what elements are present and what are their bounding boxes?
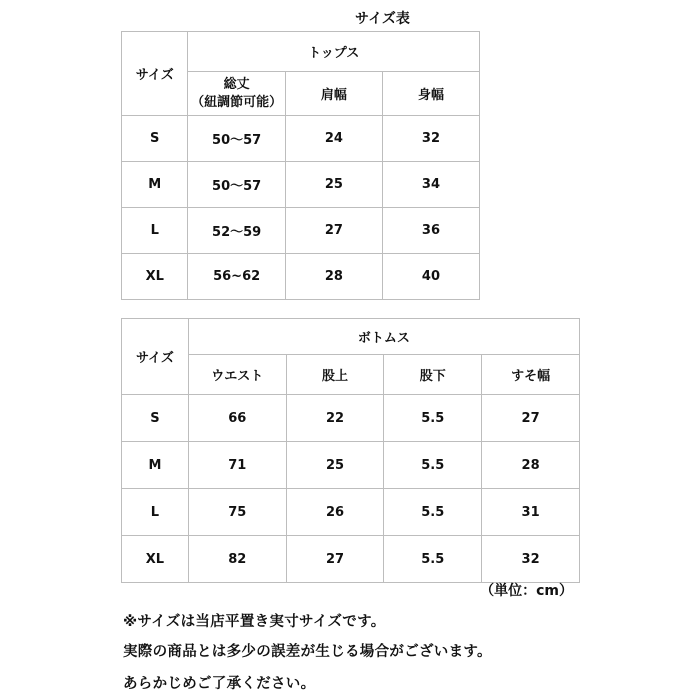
- size-label: XL: [122, 536, 189, 583]
- col-header-rise: 股上: [286, 355, 384, 395]
- cell: 25: [285, 162, 382, 208]
- size-label: M: [122, 162, 188, 208]
- cell: 32: [482, 536, 580, 583]
- cell: 52〜59: [188, 208, 285, 254]
- cell: 50〜57: [188, 116, 285, 162]
- col-header-waist: ウエスト: [188, 355, 286, 395]
- note-line: ※サイズは当店平置き実寸サイズです。: [123, 614, 386, 630]
- col-header-body-width: 身幅: [382, 72, 479, 116]
- cell: 5.5: [384, 536, 482, 583]
- bottoms-size-table: [121, 318, 580, 583]
- table-row: [122, 442, 580, 489]
- table-row: [122, 254, 480, 300]
- table-row: [122, 208, 480, 254]
- note-line: あらかじめご了承ください。: [123, 676, 316, 692]
- cell: 82: [188, 536, 286, 583]
- cell: 5.5: [384, 489, 482, 536]
- tops-group-header: トップス: [188, 32, 480, 72]
- cell: 75: [188, 489, 286, 536]
- cell: 26: [286, 489, 384, 536]
- tops-size-table: [121, 31, 480, 300]
- cell: 36: [382, 208, 479, 254]
- page-title: サイズ表: [355, 11, 410, 27]
- size-label: L: [122, 208, 188, 254]
- size-label: M: [122, 442, 189, 489]
- cell: 34: [382, 162, 479, 208]
- table-row: [122, 536, 580, 583]
- cell: 28: [482, 442, 580, 489]
- cell: 56~62: [188, 254, 285, 300]
- table-row: [122, 489, 580, 536]
- cell: 40: [382, 254, 479, 300]
- cell: 27: [286, 536, 384, 583]
- cell: 50〜57: [188, 162, 285, 208]
- col-header-shoulder: 肩幅: [285, 72, 382, 116]
- size-label: L: [122, 489, 189, 536]
- size-label: XL: [122, 254, 188, 300]
- bottoms-group-header: ボトムス: [188, 319, 579, 355]
- note-line: 実際の商品とは多少の誤差が生じる場合がございます。: [123, 644, 492, 660]
- cell: 27: [482, 395, 580, 442]
- cell: 24: [285, 116, 382, 162]
- cell: 5.5: [384, 442, 482, 489]
- size-label: S: [122, 116, 188, 162]
- cell: 27: [285, 208, 382, 254]
- cell: 25: [286, 442, 384, 489]
- unit-label: （単位：cm）: [480, 583, 573, 599]
- cell: 22: [286, 395, 384, 442]
- table-row: [122, 116, 480, 162]
- cell: 28: [285, 254, 382, 300]
- col-header-hem-width: すそ幅: [482, 355, 580, 395]
- cell: 71: [188, 442, 286, 489]
- size-label: S: [122, 395, 189, 442]
- cell: 66: [188, 395, 286, 442]
- size-header: サイズ: [122, 319, 189, 395]
- cell: 5.5: [384, 395, 482, 442]
- cell: 32: [382, 116, 479, 162]
- table-row: [122, 162, 480, 208]
- cell: 31: [482, 489, 580, 536]
- size-header: サイズ: [122, 32, 188, 116]
- table-row: [122, 395, 580, 442]
- col-header-length: 総丈 （紐調節可能）: [188, 72, 285, 116]
- col-header-inseam: 股下: [384, 355, 482, 395]
